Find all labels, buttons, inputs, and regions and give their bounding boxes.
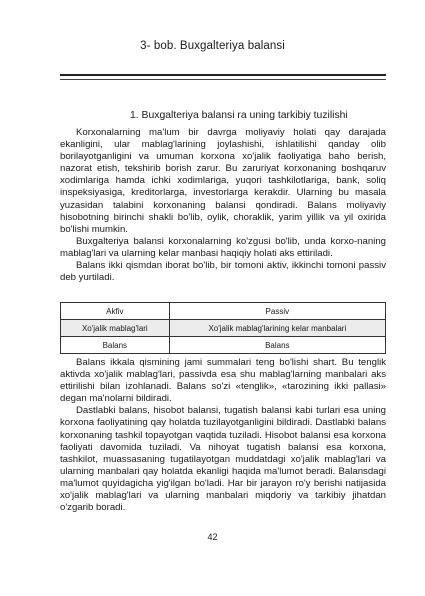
table-cell: Xo'jalik mablag'larining kelar manbalari [169, 320, 385, 337]
section-title: 1. Buxgalteriya balansi ra uning tarkibiy tuzilishi [130, 110, 348, 121]
paragraph: Balans ikki qismdan iborat bo'lib, bir tomoni aktiv, ikkinchi tomoni passiv deb yurtiladi. [60, 260, 386, 284]
chapter-title: 3- bob. Buxgalteriya balansi [140, 40, 285, 52]
paragraph: Buxgalteriya balansi korxonalarning ko'zgusi bo'lib, unda korxo-naning mablag'lari va ularning kelar manbasi haqiqiy holati aks ettiriladi. [60, 235, 386, 259]
table-cell: Balans [61, 337, 170, 354]
balance-table [60, 302, 386, 354]
table-cell: Balans [169, 337, 385, 354]
header-rule-thick [60, 74, 386, 76]
table-cell: Akfiv [61, 303, 170, 320]
table-cell: Xo'jalik mablag'lari [61, 320, 170, 337]
paragraph: Dastlabki balans, hisobot balansi, tugatish balansi kabi turlari esa uning korxona faoliyatining qay holatda tuzilayotganligini bildiradi. Dastlabki balans korxonaning tashkil topayotgan vaqtida tuziladi. Hisobot balansi esa korxona faoliyati davomida tuziladi. Va nihoyat tugatish balansi esa korxona, tashkilot, muassasaning tugatilayotgan muddatdagi xo'jalik mablag'lari va ularning manbalari qay holatda ekanligi haqida ma'lumot beradi. Balansdagi ma'lumot quyidagicha yig'ilgan bo'ladi. Har bir jarayon ro'y berishi natijasida xo'jalik mablag'lari va ularning manbalari miqdoriy va tarkibiy jihatdan o'zgarib boradi. [60, 405, 386, 514]
table-row [61, 303, 386, 320]
body-text-bottom [60, 357, 386, 514]
table-cell: Passiv [169, 303, 385, 320]
header-rule-thin [60, 79, 386, 80]
paragraph: Korxonalarning ma'lum bir davrga moliyaviy holati qay darajada ekanligini, ular mablag'larining joylashishi, ishlatilishi qanday olib borilayotganligini va umuman korxona xo'jalik faoliyatiga baho berish, nazorat etish, tekshirib borish zarur. Bu zaruriyat korxonaning boshqaruv xodimlariga hamda ichki xodimlariga, yuqori tashkilotlariga, bank, soliq inspeksiyasiga, kreditorlarga, investorlarga kerakdir. Ularning bu masala yuzasidan talabini korxonaning balansi qondiradi. Balans moliyaviy hisobotning birinchi shakli bo'lib, oylik, choraklik, yarim yillik va yil oxirida bo'lishi mumkin. [60, 127, 386, 235]
paragraph: Balans ikkala qismining jami summalari teng bo'lishi shart. Bu tenglik aktivda xo'jalik mablag'lari, passivda esa shu mablag'larning manbalari aks ettirilishi bilan izohlanadi. Balans so'zi «tenglik», «tarozining ikki pallasi» degan ma'nolarni bildiradi. [60, 357, 386, 405]
table-row [61, 320, 386, 337]
table-row [61, 337, 386, 354]
body-text-top [60, 127, 386, 284]
page-number: 42 [207, 532, 218, 542]
